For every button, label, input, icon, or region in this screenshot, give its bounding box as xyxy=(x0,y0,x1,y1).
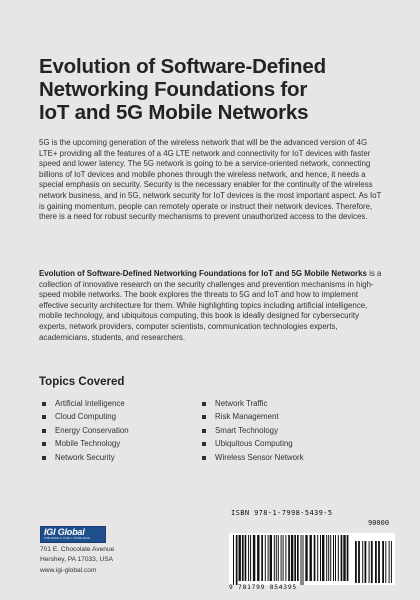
description-bold-title: Evolution of Software-Defined Networking Foundations for IoT and 5G Mobile Networks xyxy=(39,269,367,278)
barcode-bar xyxy=(314,535,316,581)
bullet-icon xyxy=(202,456,206,460)
barcode-bar xyxy=(305,535,307,581)
topic-label: Risk Management xyxy=(215,412,279,422)
barcode-bar xyxy=(233,535,234,585)
bullet-icon xyxy=(202,442,206,446)
ean-number: 9 781799 854395 xyxy=(229,584,297,591)
barcode-addon-bar xyxy=(355,541,357,583)
book-title xyxy=(39,55,389,124)
barcode-addon-bar xyxy=(378,541,380,583)
description-text: is a collection of innovative research on the security challenges and prevention mechanisms in high-speed mobile networks. The book explores the threats to 5G and IoT and how to implement effective security architecture for them. While highlighting topics including artificial intelligence, mobile technology, and ubiquitous computing, this book is ideally designed for cybersecurity experts, network providers, computer scientists, communication technologies experts, academicians, students, and researchers. xyxy=(39,269,382,342)
barcode-bar xyxy=(333,535,334,581)
barcode-bar xyxy=(335,535,336,581)
barcode-bar xyxy=(285,535,286,581)
bullet-icon xyxy=(202,415,206,419)
topic-label: Smart Technology xyxy=(215,425,279,435)
title-line: IoT and 5G Mobile Networks xyxy=(39,101,309,124)
topic-item xyxy=(42,437,129,450)
topic-label: Network Security xyxy=(55,452,115,462)
barcode-bar xyxy=(261,535,263,581)
topic-label: Network Traffic xyxy=(215,399,268,408)
barcode-bar xyxy=(301,535,302,585)
barcode-bar xyxy=(294,535,296,581)
topic-label: Wireless Sensor Network xyxy=(215,452,304,462)
barcode-bar xyxy=(328,535,329,581)
barcode-bar xyxy=(320,535,321,581)
barcode-bar xyxy=(322,535,324,581)
address-line: 701 E. Chocolate Avenue xyxy=(40,546,115,553)
publisher-website: www.igi-global.com xyxy=(40,566,97,574)
barcode-bar xyxy=(270,535,272,581)
bullet-icon xyxy=(202,429,206,433)
barcode-bar xyxy=(326,535,327,581)
publisher-address xyxy=(40,545,114,576)
topic-item xyxy=(202,451,304,464)
barcode-bar xyxy=(253,535,255,581)
topic-item xyxy=(42,451,129,464)
barcode-addon-bar xyxy=(365,541,367,583)
barcode-addon-bar xyxy=(358,541,360,583)
barcode-bar xyxy=(288,535,290,581)
barcode-bar xyxy=(291,535,293,581)
topic-item xyxy=(42,397,129,410)
barcode-addon-bar xyxy=(389,541,390,583)
topic-label: Mobile Technology xyxy=(55,439,121,449)
topics-list-left xyxy=(42,397,129,464)
barcode-bar xyxy=(283,535,284,581)
barcode-bar xyxy=(239,535,241,581)
igi-global-logo xyxy=(40,526,106,543)
barcode-bar xyxy=(248,535,249,581)
title-line: Networking Foundations for xyxy=(39,78,308,101)
price-code: 90000 xyxy=(368,519,390,527)
logo-text: IGI Global xyxy=(44,527,85,537)
topic-item xyxy=(42,424,129,437)
logo-subtext: PUBLISHER of TIMELY KNOWLEDGE xyxy=(44,537,91,540)
topic-label: Ubiquitous Computing xyxy=(215,439,293,449)
barcode-bar xyxy=(278,535,279,581)
barcode-bar xyxy=(297,535,299,581)
bullet-icon xyxy=(42,402,46,406)
barcode-addon-bar xyxy=(385,541,386,583)
topics-list-right xyxy=(202,397,304,464)
topic-item xyxy=(202,437,304,450)
barcode-addon-bar xyxy=(362,541,363,583)
topic-item xyxy=(202,424,304,437)
barcode-bar xyxy=(242,535,244,581)
barcode-bar xyxy=(347,535,349,581)
barcode-bar xyxy=(268,535,269,581)
barcode-bar xyxy=(236,535,238,585)
barcode-bar xyxy=(265,535,266,581)
topic-label: Artificial Intelligence xyxy=(55,399,125,408)
barcode xyxy=(229,533,395,585)
barcode-bar xyxy=(343,535,345,581)
barcode-bar xyxy=(310,535,312,581)
bullet-icon xyxy=(202,402,206,406)
intro-paragraph: 5G is the upcoming generation of the wireless network that will be the advanced version of 4G LTE+ providing all the features of a 4G LTE network and connectivity for IoT devices with faster speed and lower latency. The 5G network is going to be a service-oriented network, connecting billions of IoT devices and mobile phones through the wireless network, and hence, it needs a special emphasis on security. Security is the necessary enabler for the continuity of the wireless network business, and in 5G, network security for IoT devices is the most important aspect. As IoT is gaining momentum, people can remotely operate or instruct their network devices. Therefore, there is a need for robust security mechanisms to prevent unauthorized access to the devices. xyxy=(39,138,382,222)
barcode-bar xyxy=(341,535,343,581)
barcode-bar xyxy=(257,535,259,581)
topic-item xyxy=(202,410,304,423)
barcode-addon-bar xyxy=(391,541,392,583)
barcode-bar xyxy=(303,535,304,585)
barcode-graphic xyxy=(229,533,395,585)
bullet-icon xyxy=(42,442,46,446)
description-paragraph xyxy=(39,269,384,343)
barcode-bar xyxy=(281,535,282,581)
topic-label: Energy Conservation xyxy=(55,425,129,435)
barcode-bar xyxy=(274,535,275,581)
bullet-icon xyxy=(42,456,46,460)
barcode-bar xyxy=(317,535,318,581)
isbn-label: ISBN 978-1-7998-5439-5 xyxy=(231,509,333,517)
topic-item xyxy=(202,397,304,410)
address-line: Hershey, PA 17033, USA xyxy=(40,556,114,564)
topics-heading: Topics Covered xyxy=(39,376,125,388)
topic-label: Cloud Computing xyxy=(55,412,116,422)
title-line: Evolution of Software-Defined xyxy=(39,55,326,78)
barcode-bar xyxy=(250,535,251,581)
barcode-bar xyxy=(276,535,277,581)
barcode-addon-bar xyxy=(371,541,373,583)
bullet-icon xyxy=(42,429,46,433)
barcode-addon-bar xyxy=(375,541,377,583)
barcode-bar xyxy=(330,535,331,581)
barcode-addon-bar xyxy=(369,541,370,583)
topic-item xyxy=(42,410,129,423)
barcode-bar xyxy=(245,535,247,581)
bullet-icon xyxy=(42,415,46,419)
barcode-addon-bar xyxy=(382,541,384,583)
barcode-bar xyxy=(338,535,339,581)
